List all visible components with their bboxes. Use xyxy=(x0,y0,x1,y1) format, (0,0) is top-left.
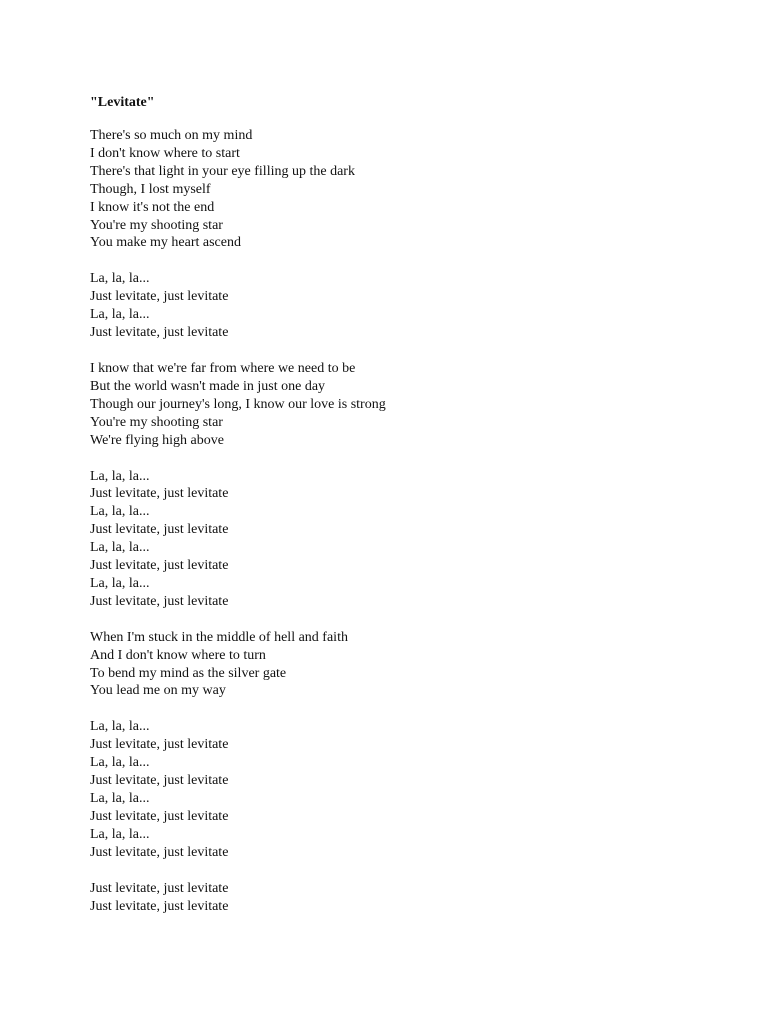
lyric-line: When I'm stuck in the middle of hell and faith xyxy=(90,629,348,645)
lyric-line: La, la, la... xyxy=(90,271,150,287)
lyric-line: We're flying high above xyxy=(90,432,224,448)
lyric-line: La, la, la... xyxy=(90,468,150,484)
stanza xyxy=(90,127,710,252)
lyric-line: To bend my mind as the silver gate xyxy=(90,665,287,681)
lyric-line: La, la, la... xyxy=(90,791,150,806)
lyric-line: Just levitate, just levitate xyxy=(90,844,229,860)
lyric-line: There's that light in your eye filling up the dark xyxy=(90,163,355,179)
lyric-line: Though our journey's long, I know our love is strong xyxy=(90,396,386,412)
lyric-line: Just levitate, just levitate xyxy=(90,773,229,789)
lyric-line: Just levitate, just levitate xyxy=(90,522,229,538)
stanza xyxy=(90,360,710,450)
lyrics-body xyxy=(90,127,710,915)
stanza xyxy=(90,468,710,611)
stanza xyxy=(90,270,710,342)
lyric-line: Just levitate, just levitate xyxy=(90,289,229,305)
lyric-line: There's so much on my mind xyxy=(90,128,253,143)
lyric-line: Just levitate, just levitate xyxy=(90,898,229,914)
lyric-line: Just levitate, just levitate xyxy=(90,486,229,502)
stanza xyxy=(90,629,710,701)
lyric-line: La, la, la... xyxy=(90,307,150,323)
stanza xyxy=(90,718,710,861)
lyric-line: Though, I lost myself xyxy=(90,181,211,197)
lyric-line: You lead me on my way xyxy=(90,683,226,699)
lyrics-document xyxy=(90,94,710,933)
lyric-line: I don't know where to start xyxy=(90,145,240,161)
lyric-line: Just levitate, just levitate xyxy=(90,558,229,574)
lyric-line: And I don't know where to turn xyxy=(90,647,266,663)
stanza xyxy=(90,880,710,916)
lyric-line: La, la, la... xyxy=(90,826,150,842)
lyric-line: Just levitate, just levitate xyxy=(90,880,229,896)
lyric-line: You're my shooting star xyxy=(90,217,223,233)
lyric-line: La, la, la... xyxy=(90,755,150,771)
lyric-line: La, la, la... xyxy=(90,504,150,520)
lyric-line: La, la, la... xyxy=(90,575,150,591)
lyric-line: La, la, la... xyxy=(90,540,150,556)
lyric-line: I know that we're far from where we need to be xyxy=(90,360,356,376)
lyric-line: But the world wasn't made in just one day xyxy=(90,378,326,394)
lyric-line: You make my heart ascend xyxy=(90,235,241,251)
lyric-line: You're my shooting star xyxy=(90,414,223,430)
lyric-line: Just levitate, just levitate xyxy=(90,325,229,341)
lyric-line: I know it's not the end xyxy=(90,199,215,215)
lyric-line: Just levitate, just levitate xyxy=(90,808,229,824)
lyric-line: La, la, la... xyxy=(90,719,150,735)
lyric-line: Just levitate, just levitate xyxy=(90,593,229,609)
song-title: "Levitate" xyxy=(90,95,155,110)
lyric-line: Just levitate, just levitate xyxy=(90,737,229,753)
